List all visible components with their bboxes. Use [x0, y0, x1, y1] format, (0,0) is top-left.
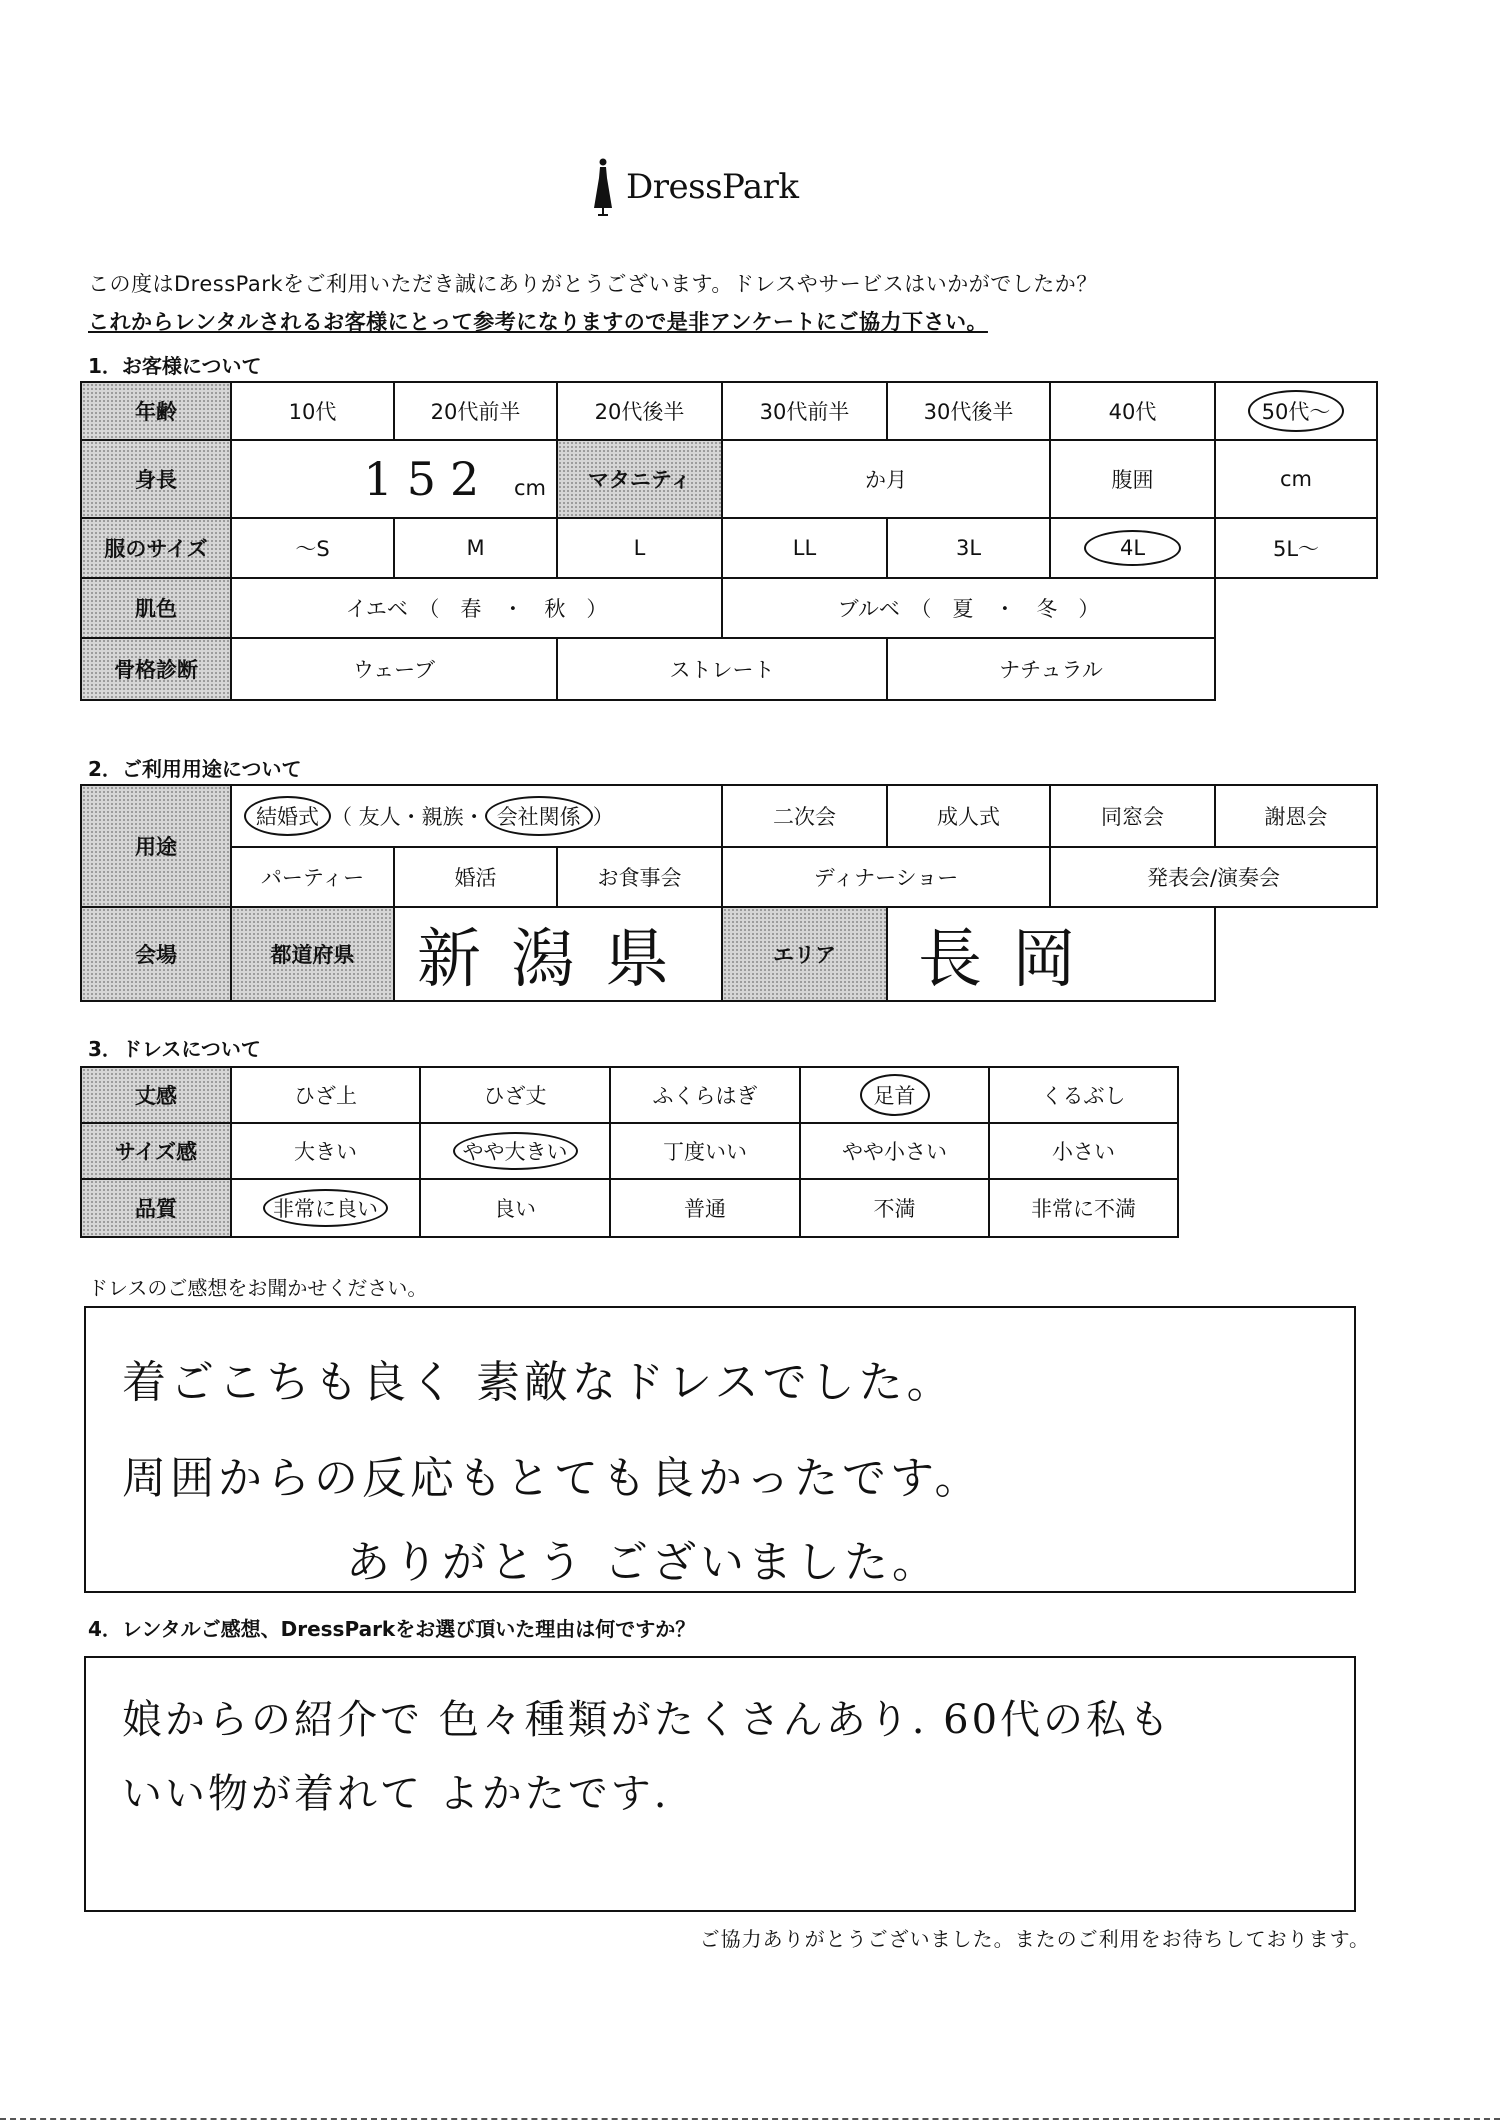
- fit-label: サイズ感: [81, 1123, 231, 1179]
- comment-line: ありがとう ございました。: [346, 1537, 940, 1588]
- length-option-selected[interactable]: [800, 1067, 989, 1123]
- waist-field[interactable]: [1215, 440, 1377, 518]
- fit-row: [81, 1123, 1178, 1179]
- purpose-option[interactable]: お食事会: [557, 847, 722, 907]
- age-option[interactable]: 20代前半: [394, 382, 557, 440]
- purpose-option[interactable]: 謝恩会: [1215, 785, 1377, 847]
- skin-yellow-option[interactable]: イエベ （ 春 ・ 秋 ）: [231, 578, 722, 638]
- area-value: 長岡: [918, 923, 1107, 997]
- comment-line: 着ごこちも良く 素敵なドレスでした。: [122, 1357, 955, 1408]
- selection-circle: 非常に良い: [263, 1189, 388, 1227]
- quality-option[interactable]: 非常に不満: [989, 1179, 1178, 1237]
- empty-cell: [1215, 907, 1377, 1001]
- purpose-option[interactable]: 発表会/演奏会: [1050, 847, 1377, 907]
- prefecture-label: 都道府県: [231, 907, 394, 1001]
- selection-circle: 50代～: [1248, 390, 1345, 432]
- selection-circle: 4L: [1084, 530, 1181, 566]
- age-option[interactable]: 40代: [1050, 382, 1215, 440]
- purpose-option[interactable]: パーティー: [231, 847, 394, 907]
- size-option[interactable]: 3L: [887, 518, 1050, 578]
- skin-blue-option[interactable]: ブルベ （ 夏 ・ 冬 ）: [722, 578, 1215, 638]
- reason-line: 娘からの紹介で 色々種類がたくさんあり. 60代の私も: [122, 1697, 1173, 1743]
- comment-line: 周囲からの反応もとても良かったです。: [122, 1453, 983, 1504]
- purpose-label: 用途: [81, 785, 231, 907]
- size-option[interactable]: L: [557, 518, 722, 578]
- quality-option-selected[interactable]: [231, 1179, 420, 1237]
- purpose-row-1: [81, 785, 1377, 847]
- venue-label: 会場: [81, 907, 231, 1001]
- age-option[interactable]: 30代前半: [722, 382, 887, 440]
- length-label: 丈感: [81, 1067, 231, 1123]
- selection-circle: 足首: [860, 1074, 930, 1116]
- wedding-detail-open: （ 友人・親族・: [331, 805, 485, 829]
- age-option-selected[interactable]: [1215, 382, 1377, 440]
- section4-title: 4．レンタルご感想、DressParkをお選び頂いた理由は何ですか？: [88, 1617, 696, 1641]
- prefecture-value: 新潟県: [417, 923, 699, 997]
- purpose-option[interactable]: 同窓会: [1050, 785, 1215, 847]
- reason-line: いい物が着れて よかたです.: [122, 1771, 670, 1817]
- height-unit: cm: [513, 476, 546, 500]
- wedding-option[interactable]: [231, 785, 722, 847]
- fit-option[interactable]: やや小さい: [800, 1123, 989, 1179]
- age-option[interactable]: 20代後半: [557, 382, 722, 440]
- section2-title: 2．ご利用用途について: [88, 757, 302, 781]
- selection-circle: 結婚式: [244, 796, 331, 836]
- fit-option[interactable]: 丁度いい: [610, 1123, 800, 1179]
- section1-title: 1．お客様について: [88, 354, 262, 378]
- age-label: 年齢: [81, 382, 231, 440]
- length-option[interactable]: ひざ上: [231, 1067, 420, 1123]
- length-option[interactable]: ふくらはぎ: [610, 1067, 800, 1123]
- frame-option[interactable]: ナチュラル: [887, 638, 1215, 700]
- maternity-months-field[interactable]: [722, 440, 1050, 518]
- skin-label: 肌色: [81, 578, 231, 638]
- purpose-option[interactable]: ディナーショー: [722, 847, 1050, 907]
- size-option[interactable]: M: [394, 518, 557, 578]
- quality-option[interactable]: 良い: [420, 1179, 610, 1237]
- purpose-option[interactable]: 二次会: [722, 785, 887, 847]
- quality-option[interactable]: 不満: [800, 1179, 989, 1237]
- wedding-detail-close: ）: [592, 805, 614, 829]
- fit-option[interactable]: 小さい: [989, 1123, 1178, 1179]
- height-field[interactable]: [231, 440, 557, 518]
- empty-cell: [1215, 578, 1377, 638]
- skin-row: [81, 578, 1377, 638]
- month-unit: か月: [865, 468, 907, 492]
- intro-request: これからレンタルされるお客様にとって参考になりますので是非アンケートにご協力下さい。: [88, 310, 988, 334]
- length-row: [81, 1067, 1178, 1123]
- age-option[interactable]: 10代: [231, 382, 394, 440]
- fit-option-selected[interactable]: [420, 1123, 610, 1179]
- frame-row: [81, 638, 1377, 700]
- purpose-row-2: [81, 847, 1377, 907]
- length-option[interactable]: くるぶし: [989, 1067, 1178, 1123]
- size-option-selected[interactable]: [1050, 518, 1215, 578]
- reason-box[interactable]: [84, 1656, 1356, 1912]
- height-row: [81, 440, 1377, 518]
- purpose-option[interactable]: 成人式: [887, 785, 1050, 847]
- dress-comment-prompt: ドレスのご感想をお聞かせください。: [88, 1276, 428, 1300]
- customer-table: [80, 381, 1378, 701]
- dress-comment-box[interactable]: [84, 1306, 1356, 1593]
- section3-title: 3．ドレスについて: [88, 1037, 261, 1061]
- dress-icon: [590, 158, 616, 216]
- frame-label: 骨格診断: [81, 638, 231, 700]
- fit-option[interactable]: 大きい: [231, 1123, 420, 1179]
- area-field[interactable]: [887, 907, 1215, 1001]
- size-option[interactable]: ～S: [231, 518, 394, 578]
- age-option[interactable]: 30代後半: [887, 382, 1050, 440]
- brand-logo: [590, 158, 799, 216]
- purpose-table: [80, 784, 1378, 1002]
- prefecture-field[interactable]: [394, 907, 722, 1001]
- frame-option[interactable]: ウェーブ: [231, 638, 557, 700]
- quality-row: [81, 1179, 1178, 1237]
- purpose-option[interactable]: 婚活: [394, 847, 557, 907]
- empty-cell: [1215, 638, 1377, 700]
- waist-label: 腹囲: [1050, 440, 1215, 518]
- scan-edge-line: [0, 2118, 1500, 2120]
- selection-circle: やや大きい: [453, 1132, 578, 1170]
- length-option[interactable]: ひざ丈: [420, 1067, 610, 1123]
- height-label: 身長: [81, 440, 231, 518]
- frame-option[interactable]: ストレート: [557, 638, 887, 700]
- size-row: [81, 518, 1377, 578]
- maternity-label: マタニティ: [557, 440, 722, 518]
- quality-label: 品質: [81, 1179, 231, 1237]
- brand-name: DressPark: [626, 167, 799, 207]
- area-label: エリア: [722, 907, 887, 1001]
- size-label: 服のサイズ: [81, 518, 231, 578]
- intro-text: この度はDressParkをご利用いただき誠にありがとうございます。ドレスやサービスはいかがでしたか？: [88, 272, 1098, 296]
- selection-circle: 会社関係: [485, 796, 593, 836]
- waist-unit: cm: [1279, 467, 1312, 491]
- age-row: [81, 382, 1377, 440]
- footer-thanks: ご協力ありがとうございました。またのご利用をお待ちしております。: [699, 1927, 1370, 1951]
- venue-row: [81, 907, 1377, 1001]
- size-option[interactable]: 5L～: [1215, 518, 1377, 578]
- quality-option[interactable]: 普通: [610, 1179, 800, 1237]
- dress-table: [80, 1066, 1179, 1238]
- size-option[interactable]: LL: [722, 518, 887, 578]
- height-value: 152: [363, 452, 494, 506]
